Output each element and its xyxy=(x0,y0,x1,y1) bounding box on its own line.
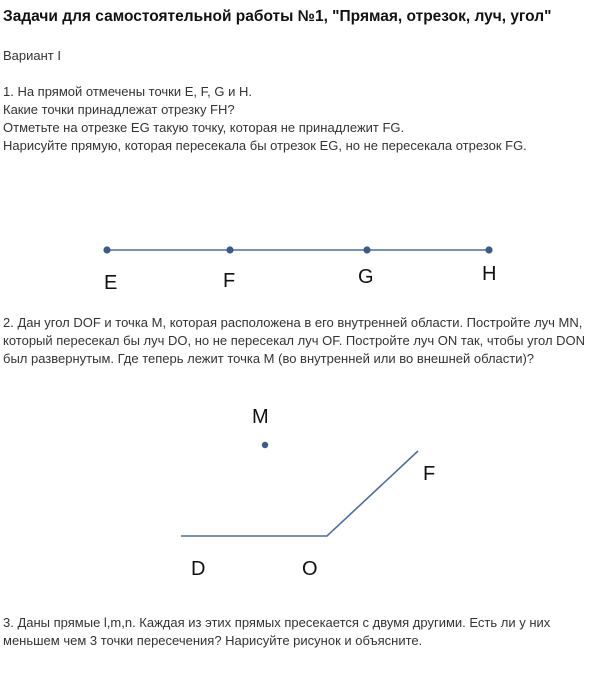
task-1-line: Нарисуйте прямую, которая пересекала бы отрезок EG, но не пересекала отрезок FG. xyxy=(3,138,527,153)
label-f: F xyxy=(223,270,236,292)
label-h: H xyxy=(482,263,497,285)
angle-dof xyxy=(181,451,418,536)
task-1-figure xyxy=(103,246,496,294)
point-h xyxy=(485,246,492,253)
point-g xyxy=(363,246,370,253)
task-3-text xyxy=(3,614,607,650)
variant-label: Вариант I xyxy=(3,48,61,63)
point-f xyxy=(226,246,233,253)
page-title: Задачи для самостоятельной работы №1, "Прямая, отрезок, луч, угол" xyxy=(3,8,552,25)
label-d: D xyxy=(191,558,206,580)
task-3-paragraph: 3. Даны прямые l,m,n. Каждая из этих прямых пресекается с двумя другими. Есть ли у них меньшем чем 3 точки пересечения? Нарисуйте рисунок и объясните. xyxy=(3,615,551,648)
task-2-text xyxy=(3,314,607,368)
task-1-line: Отметьте на отрезке EG такую точку, которая не принадлежит FG. xyxy=(3,120,405,135)
task-1-line: Какие точки принадлежат отрезку FH? xyxy=(3,102,235,117)
label-g: G xyxy=(358,266,374,288)
label-m: M xyxy=(252,406,269,428)
label-e: E xyxy=(104,272,118,294)
task-2-paragraph: 2. Дан угол DOF и точка M, которая расположена в его внутренней области. Постройте луч MN, который пересекал бы луч DO, но не пересекал луч OF. Постройте луч ON так, чтобы угол DON был развернутым. Где теперь лежит точка M (во внутренней или во внешней области)? xyxy=(3,315,586,366)
task-2-figure xyxy=(181,406,435,580)
point-e xyxy=(103,246,110,253)
label-o: O xyxy=(302,558,318,580)
point-m xyxy=(262,442,268,448)
label-f2: F xyxy=(423,463,436,485)
task-1-line: 1. На прямой отмечены точки E, F, G и H. xyxy=(3,84,252,99)
